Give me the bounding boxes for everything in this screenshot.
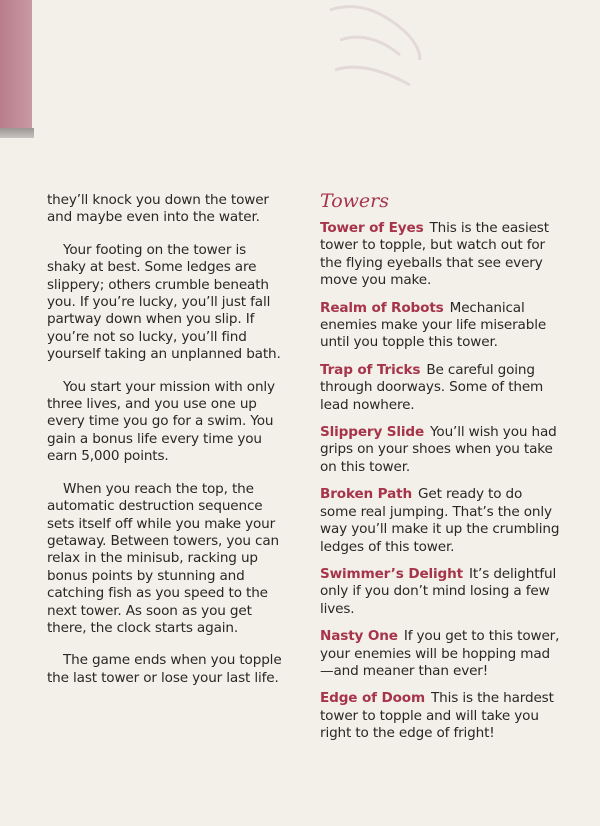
tower-description: Be careful going through doorways. Some of them lead nowhere. <box>320 361 544 413</box>
page-edge-tab <box>0 0 32 128</box>
tower-name: Slippery Slide <box>320 424 425 441</box>
tower-entry-nasty-one <box>320 628 560 680</box>
tower-description: If you get to this tower, your enemies will be hopping mad—and meaner than ever! <box>320 628 560 679</box>
tower-name: Trap of Tricks <box>320 361 421 378</box>
towers-section <box>320 189 560 753</box>
tower-description: This is the hardest tower to topple and will take you right to the edge of fright! <box>320 690 554 742</box>
paragraph-footing: Your footing on the tower is shaky at best. Some ledges are slippery; others crumble beneath you. If you’re lucky, you’ll just fall partway down when you slip. If you’re not so lucky, you’ll find yourself taking an unplanned bath. <box>47 241 281 363</box>
paragraph-continued: they’ll knock you down the tower and maybe even into the water. <box>47 192 269 226</box>
tower-entry-robots <box>320 300 560 352</box>
tower-entry-tricks <box>320 362 560 414</box>
tower-description: This is the easiest tower to topple, but watch out for the flying eyeballs that see every move you make. <box>320 220 549 289</box>
tower-entry-eyes <box>320 220 560 290</box>
paragraph-top: When you reach the top, the automatic destruction sequence sets itself off while you make your getaway. Between towers, you can relax in the minisub, racking up bonus points by stunning and catching fish as you speed to the next tower. As soon as you get there, the clock starts again. <box>47 480 280 636</box>
tower-name: Nasty One <box>320 628 398 645</box>
tower-name: Realm of Robots <box>320 299 444 316</box>
tower-entry-swimmers-delight <box>320 566 560 618</box>
paragraph-lives: You start your mission with only three lives, and you use one up every time you go for a swim. You gain a bonus life every time you earn 5,000 points. <box>47 378 275 465</box>
tower-name: Broken Path <box>320 486 413 503</box>
tower-name: Swimmer’s Delight <box>320 565 463 582</box>
tower-description: Mechanical enemies make your life miserable until you topple this tower. <box>320 299 547 351</box>
tower-name: Edge of Doom <box>320 690 426 707</box>
tower-description: Get ready to do some real jumping. That’s the only way you’ll make it up the crumbling ledges of this tower. <box>320 486 560 555</box>
tower-description: It’s delightful only if you don’t mind losing a few lives. <box>320 565 557 617</box>
show-through-artwork <box>320 0 430 95</box>
tower-entry-broken-path <box>320 486 560 556</box>
page-edge-tab-shadow <box>0 128 34 138</box>
tower-description: You’ll wish you had grips on your shoes when you take on this tower. <box>320 424 557 475</box>
tower-entry-slide <box>320 424 560 476</box>
section-title-towers: Towers <box>320 190 389 212</box>
left-column <box>47 192 287 702</box>
paragraph-game-ends: The game ends when you topple the last tower or lose your last life. <box>47 652 282 686</box>
tower-entry-edge-of-doom <box>320 690 560 742</box>
tower-name: Tower of Eyes <box>320 220 424 236</box>
